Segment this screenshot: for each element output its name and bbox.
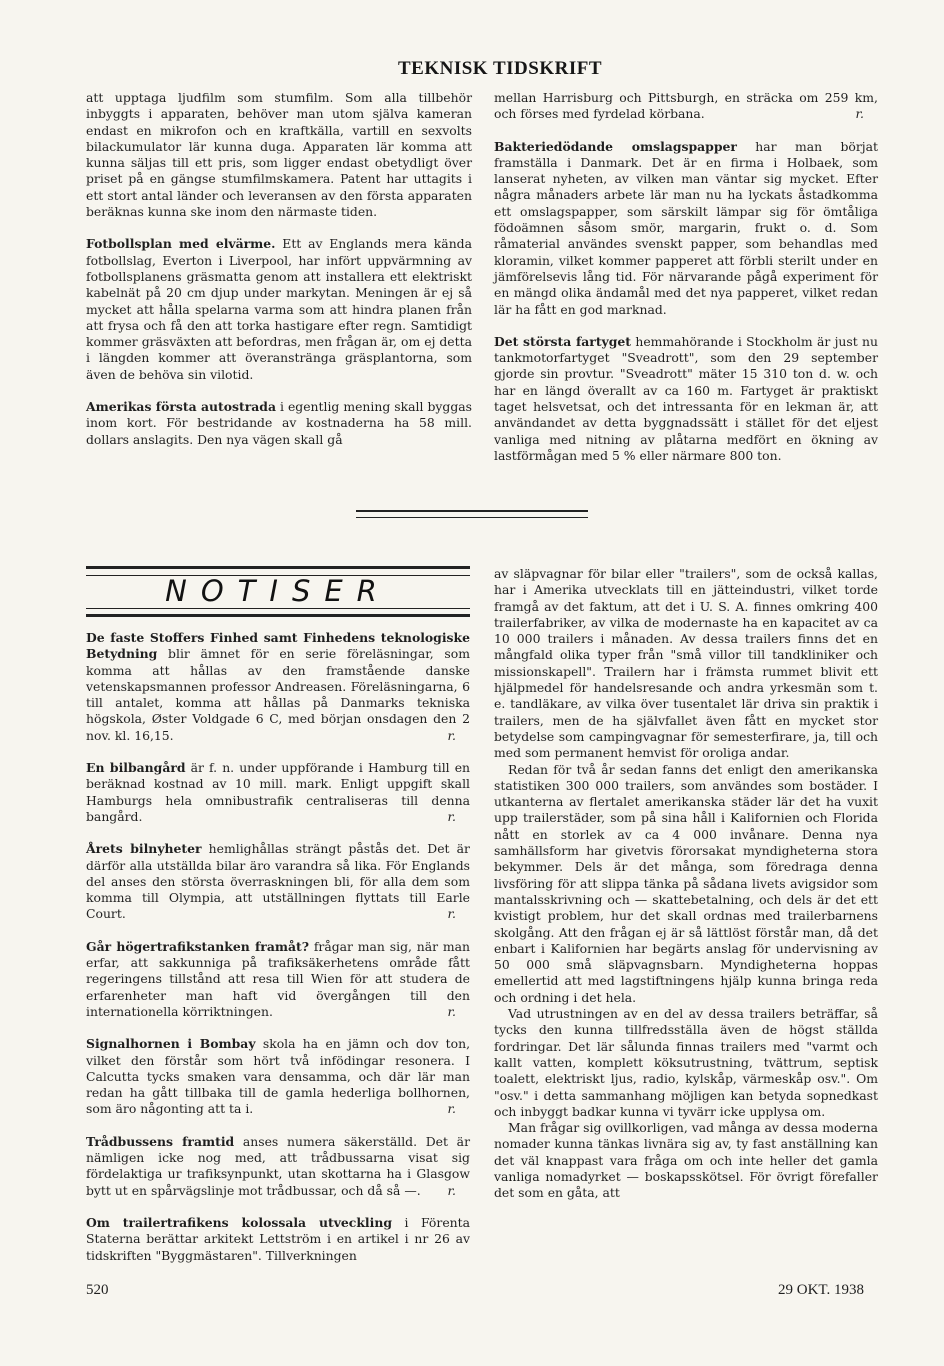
notice-body: blir ämnet för en serie föreläsningar, som komma att hållas av den framstående danske vetenskapsmannen professor Andreasen. Föreläsningarna, 6 till antalet, komma att hållas på Danmarks tekniska högskola, Øster Voldgade 6 C, med början onsdagen den 2 nov. kl. 16,15. [86, 646, 470, 743]
author-signature: r. [855, 106, 864, 122]
trailer-paragraph: Redan för två år sedan fanns det enligt den amerikanska statistiken 300 000 trailers, som användes som bostäder. I utkanterna av flertalet amerikanska städer lär det ha vuxit upp trailerstäder, som på sina håll i Kalifornien och Florida nått en storlek av ca 4 000 invånare. Denna nya samhällsform har givetvis förorsakat myndigheterna stora bekymmer. Dels är det många, som föredraga denna livsföring för att slippa tänka på sådana livets avigsidor som mantalsskrivning och — skattebetalning, och dels är det ett kvistigt problem, hur det skall ordnas med trailerbarnens skolgång. Att den frågan ej är så lättlöst förstår man, då det enbart i Kalifornien har begärts anslag för undervisning av 50 000 små släpvagnsbarn. Myndigheterna hoppas emellertid att med lagstiftningens hjälp kunna bringa reda och ordning i det hela. [494, 761, 878, 1005]
top-right-column [494, 90, 878, 464]
author-signature: r. [447, 1101, 456, 1117]
article-body: mellan Harrisburg och Pittsburgh, en sträcka om 259 km, och förses med fyrdelad körbana. [494, 90, 878, 122]
notiser-rule-bottom [86, 608, 470, 617]
notice-body: skola ha en jämn och dov ton, vilket den förstår som hört två infödingar resonera. I Calcutta tycks smaken vara densamma, och där lär man redan ha gått tillbaka till de gamla hederliga bollhornen, som äro någonting att ta i. [86, 1036, 471, 1117]
notice-item [86, 1036, 470, 1117]
notice-item [86, 760, 470, 825]
article-body: har man börjat framställa i Danmark. Det är en firma i Holbaek, som lanserat nyheten, av vilken man väntar sig mycket. Efter några månaders arbete lär man nu ha lyckats åstadkomma ett omslagspapper, som särskilt lämpar sig för ömtåliga födoämnen såsom smör, margarin, frukt o. d. Som råmaterial användes svenskt papper, som behandlas med kloramin, vilket kommer papperet att förbli sterilt under en jämförelsevis lång tid. För närvarande pågå experiment för en mängd olika ändamål med det nya papperet, vilket redan lär ha fått en god marknad. [494, 138, 878, 317]
issue-date: 29 OKT. 1938 [778, 1282, 864, 1298]
paragraph-autostrada-cont [494, 90, 878, 123]
notice-heading: En bilbangård [86, 760, 186, 776]
notice-body: är f. n. under uppförande i Hamburg till en beräknad kostnad av 10 mill. mark. Enligt uppgift skall Hamburgs hela omnibustrafik centraliseras till denna bangård. [86, 760, 471, 824]
author-signature: r. [447, 808, 456, 824]
paragraph-sound-film: att upptaga ljudfilm som stumfilm. Som alla tillbehör inbyggts i apparaten, behöver man utom själva kameran endast en mikrofon och en kraftkälla, vartill en sexvolts bilackumulator lär kunna duga. Apparaten lär komma att kunna säljas till ett pris, som ligger endast obetydligt över priset på en gängse stumfilmskamera. Patent har uttagits i ett stort antal länder och leveransen av den första apparaten beräknas kunna ske inom den närmaste tiden. [86, 90, 472, 220]
notice-item [86, 1134, 470, 1199]
trailer-paragraph: Vad utrustningen av en del av dessa trailers beträffar, så tycks den kunna tillfredsställa även de högst ställda fordringar. Det lär sålunda finnas trailers med "varmt och kallt vatten, komplett köksutrustning, tvättrum, septisk toalett, elektriskt ljus, radio, kylskåp, värmeskåp osv.". Om "osv." i detta sammanhang möjligen kan betyda sopnedkast och inbyggt badkar kunna vi tyvärr icke upplysa om. [494, 1006, 878, 1119]
top-left-column [86, 90, 472, 448]
notice-item [86, 841, 470, 922]
article-body: Ett av Englands mera kända fotbollslag, Everton i Liverpool, har infört uppvärmning av fotbollsplanens gräsmatta genom att installera ett elektriskt kabelnät på 20 cm djup under markytan. Meningen är ej så mycket att hålla spelarna varma som att hindra planen från att frysa och få den att torka hastigare efter regn. Samtidigt kommer gräsväxten att befordras, men frågan är, om ej detta i längden kommer att överanstränga gräsplantorna, som även de behöva sin vilotid. [86, 236, 472, 382]
notice-body: anses numera säkerställd. Det är nämligen icke nog med, att trådbussarna visat sig fördelaktiga ur trafiksynpunkt, utan skottarna ha i Glasgow bytt ut en spårvägslinje mot trådbussar, och då så —. [86, 1133, 470, 1198]
notice-heading: Går högertrafikstanken framåt? [86, 938, 309, 954]
article-wrapping-paper [494, 139, 878, 318]
page-number: 520 [86, 1282, 109, 1298]
article-heading: Fotbollsplan med elvärme. [86, 236, 276, 252]
article-largest-ship [494, 334, 878, 464]
trailer-paragraph: av släpvagnar för bilar eller "trailers", som de också kallas, har i Amerika utvecklats till en jätteindustri, vilket torde framgå av det faktum, att det i U. S. A. finnes omkring 400 trailerfabriker, av vilka de modernaste ha en kapacitet av ca 10 000 trailers i månaden. Av dessa trailers finns det en mångfald olika typer från "små villor till tandkliniker och missionskapell". Trailern har i främsta rummet blivit ett hjälpmedel för handelsresande och andra yrkesmän som t. e. tandläkare, av vilka över tusentalet lär driva sin praktik i trailers, men de ha självfallet även fått en mycket stor betydelse som campingvagnar för semesterfirare, ja, till och med som permanent hemvist för oroliga andar. [494, 566, 878, 761]
notice-heading: Årets bilnyheter [86, 841, 202, 857]
notice-body: i Förenta Staterna berättar arkitekt Lettström i en artikel i nr 26 av tidskriften "Byggmästaren". Tillverkningen [86, 1214, 470, 1263]
author-signature: r. [447, 906, 456, 922]
article-heading: Det största fartyget [494, 333, 632, 349]
article-body: hemmahörande i Stockholm är just nu tankmotorfartyget "Sveadrott", som den 29 september gjorde sin provtur. "Sveadrott" mäter 15 310 ton d. w. och har en längd överallt av ca 160 m. Fartyget är praktiskt taget helsvetsat, och det intressanta för en lekman är, att användandet av detta byggnadssätt i stället för det eljest vanliga med nitning av plåtarna medfört en ökning av lastförmågan med 5 % eller närmare 800 ton. [494, 333, 879, 463]
article-heading: Bakteriedödande omslagspapper [494, 138, 737, 154]
author-signature: r. [447, 1182, 456, 1198]
trailer-paragraph: Man frågar sig ovillkorligen, vad många av dessa moderna nomader kunna tänkas livnära sig av, ty fast anställning kan det väl knappast vara fråga om och inte heller det gamla vanliga nomadyrket — boskapsskötsel. För övrigt förefaller det som en gåta, att [494, 1120, 878, 1201]
notice-body: hemlighållas strängt påstås det. Det är därför alla utställda bilar äro varandra så lika. För Englands del anses den största överraskningen bli, för alla dem som komma till Olympia, att utställningen flyttats till Earle Court. [86, 841, 470, 922]
section-divider [356, 510, 588, 518]
author-signature: r. [447, 1003, 456, 1019]
article-autostrada [86, 399, 472, 448]
bottom-left-column [86, 630, 470, 1264]
notice-item [86, 1215, 470, 1264]
bottom-right-column [494, 566, 878, 1202]
notice-heading: Trådbussens framtid [86, 1133, 235, 1149]
journal-masthead: TEKNISK TIDSKRIFT [398, 58, 603, 79]
notice-heading: De faste Stoffers Finhed samt Finhedens teknologiske Betydning [86, 630, 470, 662]
article-heading: Amerikas första autostrada [86, 399, 276, 415]
article-body: i egentlig mening skall byggas inom kort. För bestridande av kostnaderna ha 58 mill. dollars anslagits. Den nya vägen skall gå [86, 399, 472, 447]
article-football-pitch [86, 236, 472, 383]
notice-item [86, 939, 470, 1020]
notice-heading: Signalhornen i Bombay [86, 1036, 256, 1052]
notiser-title: NOTISER [165, 574, 391, 608]
author-signature: r. [447, 727, 456, 743]
notice-body: frågar man sig, när man erfar, att sakkunniga på trafiksäkerhetens område fått regeringens tillstånd att resa till Wien för att studera de erfarenheter man haft vid övergången till den internationella körriktningen. [86, 938, 470, 1019]
notice-heading: Om trailertrafikens kolossala utveckling [86, 1214, 393, 1230]
notice-item [86, 630, 470, 744]
